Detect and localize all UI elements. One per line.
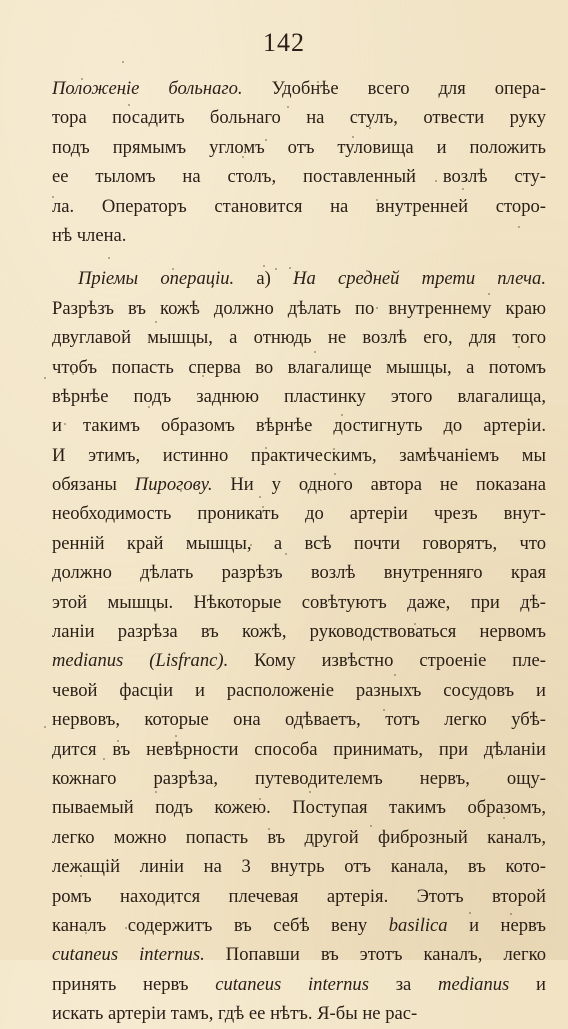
paper-speck [72,373,74,375]
italic-run: cutaneus internus [215,973,369,995]
text-run: и нервъ [447,914,546,936]
text-run: ренній край мышцы, а всѣ почти говорятъ, что [52,532,546,554]
paper-speck [81,78,83,80]
paper-speck [259,798,261,800]
text-run: Ни у одного автора не показана [212,474,546,496]
text-run: Разрѣзъ въ кожѣ должно дѣлать по внутреннему краю [52,297,546,319]
text-run: Кому извѣстно строеніе пле- [228,650,546,672]
paper-speck [175,735,177,737]
paper-speck [352,136,354,138]
text-line [52,882,546,911]
text-line [52,470,546,499]
text-run: нѣ члена. [52,224,127,246]
paper-speck [117,740,119,742]
paper-speck [380,629,382,631]
paper-speck [383,709,385,711]
paper-speck [202,375,204,377]
text-run: Удобнѣе всего для опера- [242,78,546,99]
text-run: пываемый подъ кожею. Поступая такимъ образомъ, [52,797,546,819]
text-line [52,382,546,411]
paper-speck [98,275,100,277]
text-run: а) [234,268,294,290]
paper-speck [412,176,414,178]
paper-speck [503,817,505,819]
paper-speck [103,758,105,760]
paper-speck [414,623,416,625]
text-run: каналъ содержитъ въ себѣ вену [52,914,389,936]
text-line [52,676,546,705]
paper-speck [155,791,157,793]
paper-speck [173,902,175,904]
paper-speck [216,368,218,370]
text-run: вѣрнѣе подъ заднюю пластинку этого влагалища, [52,385,546,407]
paper-speck [182,748,184,750]
text-line [52,999,546,1028]
text-line [52,705,546,734]
paper-speck [317,81,319,83]
paper-speck [289,267,291,269]
paper-speck [335,422,337,424]
paper-speck [333,448,335,450]
paper-speck [334,473,336,475]
text-run: ланіи разрѣза въ кожѣ, руководствоваться нервомъ [52,621,546,643]
paper-speck [268,828,270,830]
italic-run: Положеніе больнаго. [52,78,243,99]
text-line [52,441,546,470]
text-run: подъ прямымъ угломъ отъ туловища и положить [52,136,546,158]
text-line [52,558,546,587]
paper-speck [44,726,46,728]
paper-speck [85,932,87,934]
text-line [52,970,546,999]
text-line [52,529,546,558]
paper-speck [419,634,421,636]
paper-speck [155,321,157,323]
paper-speck [262,506,264,508]
paper-speck [80,875,82,877]
text-run: и [509,973,546,995]
text-run: ее тыломъ на столъ, поставленный возлѣ сту- [52,166,546,188]
text-run: легко можно попасть въ другой фиброзный каналъ, [52,826,546,848]
paper-speck [64,423,66,425]
paper-speck [275,268,277,270]
text-line [52,264,546,293]
text-line [52,103,546,132]
paper-speck [341,414,343,416]
text-run: ла. Операторъ становится на внутренней сторо- [52,195,546,217]
text-line [52,940,546,969]
paper-speck [518,226,520,228]
paper-speck [79,833,81,835]
paper-speck [124,93,126,95]
text-line [52,588,546,617]
italic-run: Пріемы операціи. [78,268,235,290]
paper-speck [52,196,54,198]
text-run: нервовъ, которые она одѣваетъ, тотъ легко убѣ- [52,709,546,731]
paper-speck [242,156,244,158]
paper-speck [122,61,124,63]
text-run: тора посадить больнаго на стулъ, отвести руку [52,107,546,129]
text-run: и такимъ образомъ вѣрнѣе достигнуть до артеріи. [52,415,546,437]
text-line [52,793,546,822]
text-run: чевой фасціи и расположеніе разныхъ сосудовъ и [52,679,546,701]
paper-speck [180,490,182,492]
paper-speck [265,139,267,141]
paper-speck [314,351,316,353]
text-run: необходимость проникать до артеріи чрезъ внут- [52,503,546,525]
paper-speck [128,104,130,106]
text-line [52,735,546,764]
text-run: кожнаго разрѣза, путеводителемъ нервъ, ощу- [52,767,546,789]
paper-speck [518,346,520,348]
text-line [52,192,546,221]
text-line [52,323,546,352]
text-run: за [368,973,439,995]
paper-speck [376,307,378,309]
paper-speck [488,293,490,295]
italic-run: medianus [438,973,510,995]
text-run: И этимъ, истинно практическимъ, замѣчаніемъ мы [52,444,546,466]
text-line [52,162,546,191]
text-line [52,499,546,528]
text-line [52,823,546,852]
paper-speck [510,913,512,915]
text-run: обязаны [52,474,135,496]
italic-run: cutaneus internus. [52,944,205,966]
paper-speck [148,406,150,408]
text-run: лежащій линіи на 3 внутрь отъ канала, въ кото- [52,856,546,878]
text-line [52,221,546,250]
paper-speck [125,927,127,929]
paper-speck [435,180,437,182]
paper-speck [44,377,46,379]
paper-speck [287,106,289,108]
italic-run: Пирогову. [134,474,213,496]
text-line [52,646,546,675]
paper-speck [285,553,287,555]
text-run: чтобъ попасть сперва во влагалище мышцы, а потомъ [52,356,546,378]
paper-speck [394,674,396,676]
text-run: ромъ находится плечевая артерія. Этотъ второй [52,885,546,907]
text-run: должно дѣлать разрѣзъ возлѣ внутренняго края [52,562,546,584]
text-line [52,852,546,881]
paper-speck [320,489,322,491]
paper-speck [370,825,372,827]
body-text [52,74,546,1029]
text-line [52,353,546,382]
paper-speck [462,188,464,190]
page-number: 142 [263,28,305,57]
paper-speck [376,199,378,201]
text-line [52,617,546,646]
paper-speck [265,447,267,449]
text-line [52,411,546,440]
text-line [52,133,546,162]
italic-run: На средней трети плеча. [293,268,546,290]
text-line [52,911,546,940]
paper-speck [100,451,102,453]
paper-speck [259,496,261,498]
paper-speck [108,257,110,259]
text-line [52,74,546,103]
paper-speck [309,791,311,793]
paper-speck [159,838,161,840]
text-run: двуглавой мышцы, а отнюдь не возлѣ его, для того [52,327,546,349]
text-run: этой мышцы. Нѣкоторые совѣтуютъ даже, при дѣ- [52,591,546,613]
paper-speck [279,425,281,427]
paper-speck [250,544,252,546]
paper-speck [369,127,371,129]
text-run: дится въ невѣрности способа принимать, при дѣланіи [52,738,546,760]
italic-run: medianus (Lisfranc). [52,650,229,672]
text-run: Попавши въ этотъ каналъ, легко [204,944,546,966]
paper-speck [263,265,265,267]
text-run: искать артеріи тамъ, гдѣ ее нѣтъ. Я-бы не рас- [52,1003,418,1025]
text-line [52,294,546,323]
paper-speck [172,268,174,270]
text-run: принять нервъ [52,973,216,995]
paragraph-gap [52,250,546,264]
text-line [52,764,546,793]
paper-speck [469,912,471,914]
italic-run: basilica [388,914,448,936]
